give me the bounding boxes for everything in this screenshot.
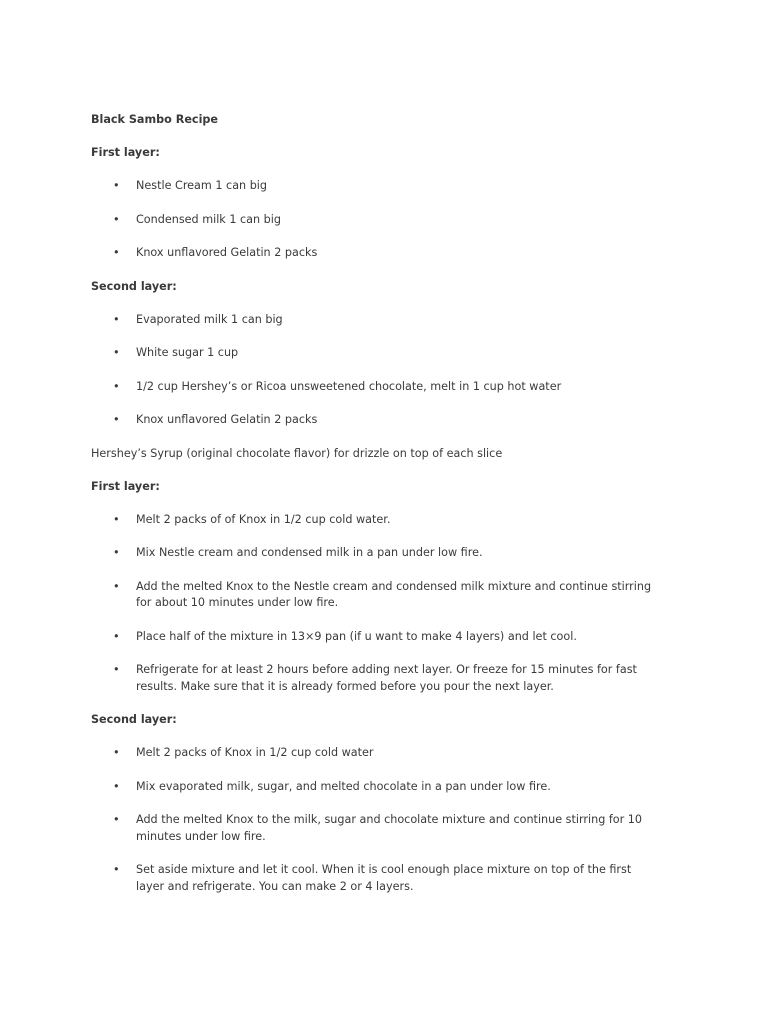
list-item: • Place half of the mixture in 13×9 pan (if u want to make 4 layers) and let cool.	[91, 629, 661, 646]
bullet-icon: •	[113, 179, 120, 192]
procedure-first-layer-heading: First layer:	[91, 479, 160, 493]
list-item: • Set aside mixture and let it cool. When it is cool enough place mixture on top of the first layer and refrigerate. You can make 2 or 4 layers.	[113, 863, 632, 893]
bullet-icon: •	[113, 246, 120, 259]
list-item: • Add the melted Knox to the milk, sugar and chocolate mixture and continue stirring for 10 minutes under low fire.	[113, 813, 643, 843]
list-item: • Mix evaporated milk, sugar, and melted chocolate in a pan under low fire.	[91, 779, 661, 796]
recipe-document	[91, 112, 691, 912]
bullet-icon: •	[113, 413, 120, 426]
bullet-icon: •	[113, 813, 120, 826]
procedure-second-layer-list	[91, 745, 691, 895]
list-item: • Mix Nestle cream and condensed milk in a pan under low fire.	[91, 545, 661, 562]
list-item: • Nestle Cream 1 can big	[91, 178, 661, 195]
list-item: • Knox unflavored Gelatin 2 packs	[91, 245, 661, 262]
bullet-icon: •	[113, 579, 120, 593]
ingredients-first-layer-heading: First layer:	[91, 146, 160, 159]
bullet-icon: •	[113, 212, 120, 226]
list-item: • Knox unflavored Gelatin 2 packs	[91, 412, 661, 429]
bullet-icon: •	[113, 629, 120, 643]
ingredients-second-layer-list	[91, 312, 691, 429]
list-item: • White sugar 1 cup	[91, 345, 661, 362]
bullet-icon: •	[113, 512, 120, 526]
ingredients-second-layer-heading: Second layer:	[91, 279, 177, 293]
ingredients-first-layer-list	[91, 178, 691, 262]
list-item: • Refrigerate for at least 2 hours before adding next layer. Or freeze for 15 minutes for fast results. Make sure that it is already formed before you pour the next layer.	[113, 663, 637, 693]
list-item: • Condensed milk 1 can big	[91, 212, 661, 229]
bullet-icon: •	[113, 312, 120, 326]
list-item: • 1/2 cup Hershey’s or Ricoa unsweetened chocolate, melt in 1 cup hot water	[91, 379, 661, 396]
recipe-title: Black Sambo Recipe	[91, 113, 218, 126]
procedure-second-layer-heading: Second layer:	[91, 713, 177, 726]
procedure-first-layer-list	[91, 512, 691, 696]
bullet-icon: •	[113, 746, 120, 759]
bullet-icon: •	[113, 863, 120, 876]
list-item: • Melt 2 packs of Knox in 1/2 cup cold water	[91, 745, 661, 762]
list-item: • Evaporated milk 1 can big	[91, 312, 661, 329]
bullet-icon: •	[113, 546, 120, 559]
bullet-icon: •	[113, 379, 120, 393]
bullet-icon: •	[113, 779, 120, 793]
bullet-icon: •	[113, 346, 120, 359]
list-item: • Add the melted Knox to the Nestle cream and condensed milk mixture and continue stirring for about 10 minutes under low fire.	[113, 579, 652, 609]
syrup-note: Hershey’s Syrup (original chocolate flavor) for drizzle on top of each slice	[91, 446, 503, 460]
bullet-icon: •	[113, 663, 120, 676]
list-item: • Melt 2 packs of of Knox in 1/2 cup cold water.	[91, 512, 661, 529]
